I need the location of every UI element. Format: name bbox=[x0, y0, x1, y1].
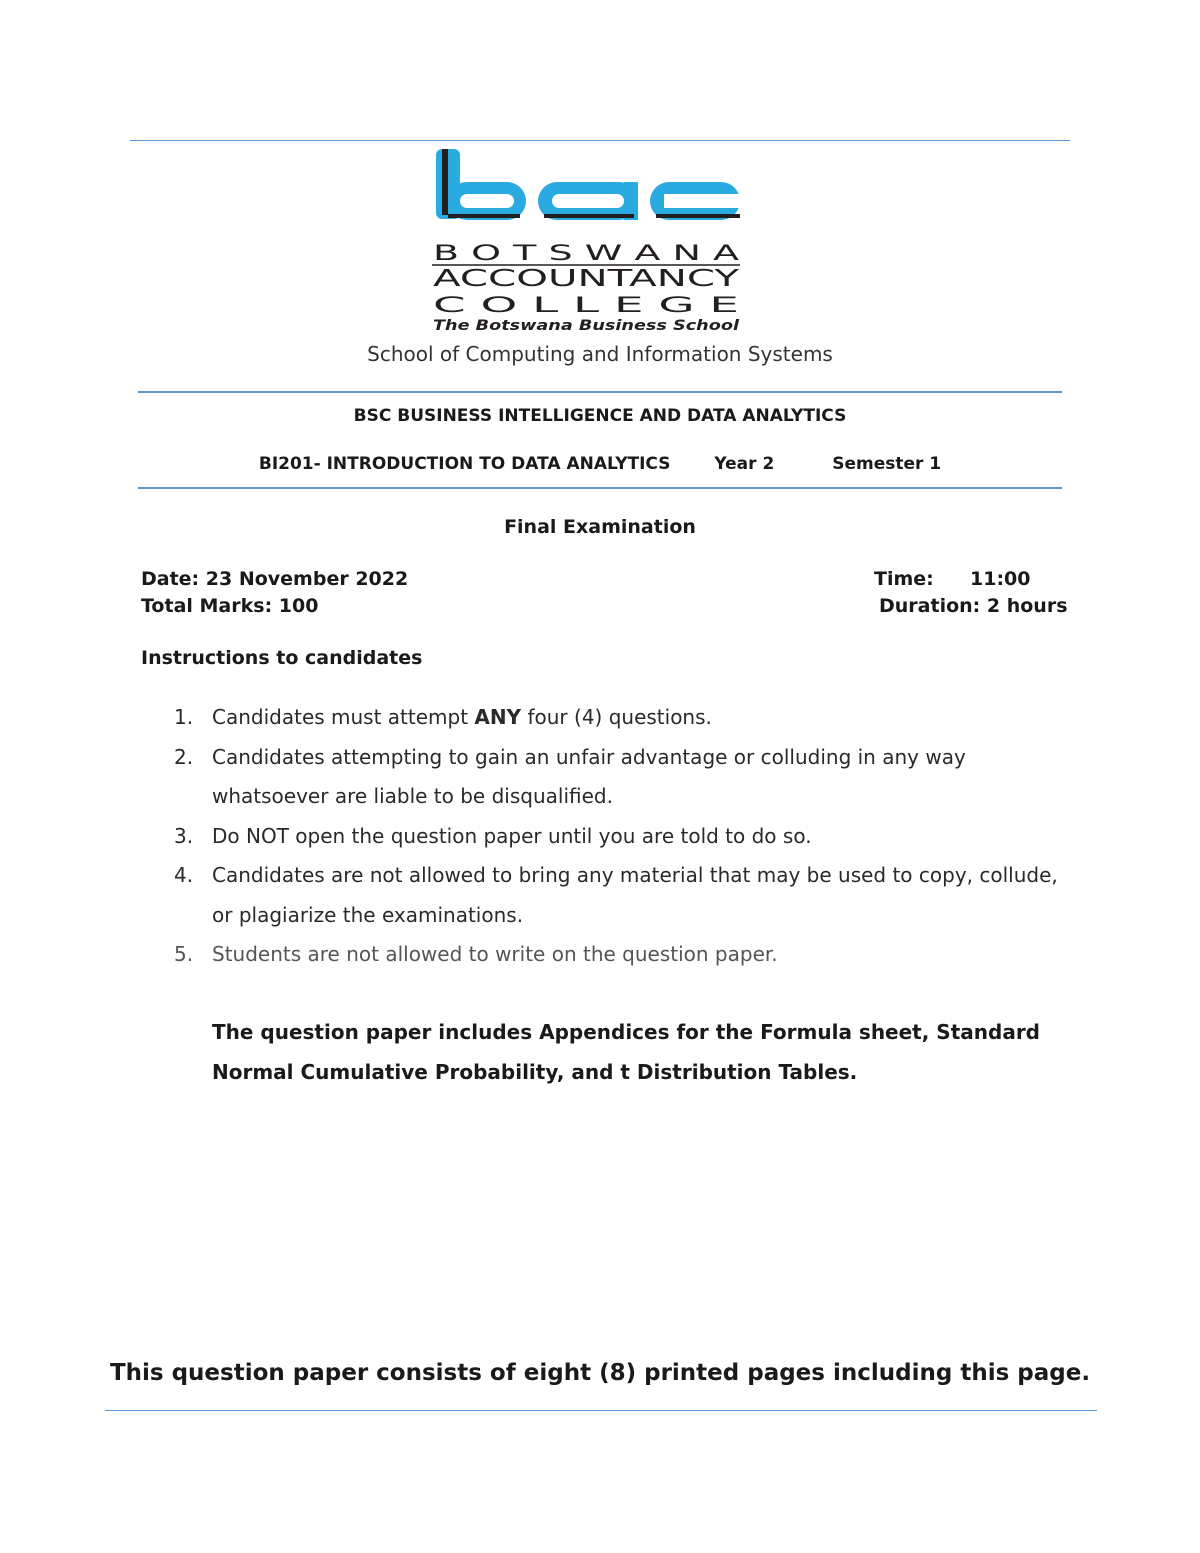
school-name: School of Computing and Information Systems bbox=[367, 342, 833, 366]
list-item bbox=[140, 935, 1080, 975]
page-count-note: This question paper consists of eight (8) printed pages including this page. bbox=[109, 1360, 1091, 1386]
programme-title: BSC BUSINESS INTELLIGENCE AND DATA ANALYTICS bbox=[353, 406, 847, 426]
list-item-text: Candidates are not allowed to bring any material that may be used to copy, collude, or plagiarize the examinations. bbox=[212, 863, 1058, 927]
time-label: Time: bbox=[874, 568, 934, 590]
logo-letter-c bbox=[650, 182, 740, 220]
list-item bbox=[140, 856, 1080, 935]
logo-line-botswana: B O T S W A N A bbox=[433, 241, 741, 265]
header-rule-top bbox=[138, 391, 1062, 393]
logo-letter-a bbox=[538, 182, 638, 220]
list-item-number: 4. bbox=[174, 863, 194, 887]
exam-title: Final Examination bbox=[504, 516, 696, 538]
list-item-text: Candidates must attempt bbox=[212, 705, 475, 729]
list-item-emphasis: ANY bbox=[474, 705, 522, 729]
logo-line-accountancy: ACCOUNTANCY bbox=[433, 266, 741, 292]
exam-date: Date: 23 November 2022 bbox=[141, 568, 409, 590]
top-rule bbox=[130, 140, 1070, 141]
list-item-number: 3. bbox=[174, 823, 194, 848]
logo-tagline: The Botswana Business School bbox=[433, 318, 740, 334]
list-item-text: Students are not allowed to write on the question paper. bbox=[212, 942, 778, 966]
list-item-number: 5. bbox=[174, 942, 194, 966]
course-line bbox=[0, 454, 1200, 474]
total-marks: Total Marks: 100 bbox=[141, 595, 319, 617]
list-item bbox=[140, 817, 1080, 857]
duration: Duration: 2 hours bbox=[879, 595, 1068, 617]
list-item-number: 2. bbox=[174, 744, 194, 769]
course-semester: Semester 1 bbox=[832, 454, 942, 474]
instructions-heading: Instructions to candidates bbox=[141, 647, 423, 669]
list-item-text: Candidates attempting to gain an unfair advantage or colluding in any way whatsoever are liable to be disqualified. bbox=[212, 744, 966, 808]
logo-line-college: C O L L E G E bbox=[433, 293, 739, 317]
header-rule-bottom bbox=[138, 487, 1062, 489]
list-item-text: Do NOT open the question paper until you are told to do so. bbox=[212, 823, 812, 848]
logo-letter-b bbox=[436, 149, 526, 220]
course-year: Year 2 bbox=[714, 454, 775, 474]
list-item-text: four (4) questions. bbox=[521, 705, 712, 729]
appendix-note: The question paper includes Appendices for the Formula sheet, Standard Normal Cumulative Probability, and t Distribution Tables. bbox=[212, 1020, 1040, 1084]
time-value: 11:00 bbox=[970, 568, 1031, 590]
instructions-list bbox=[140, 698, 1080, 975]
college-logo bbox=[428, 146, 744, 336]
list-item bbox=[140, 698, 1080, 738]
bottom-rule bbox=[105, 1410, 1097, 1411]
course-code-title: BI201- INTRODUCTION TO DATA ANALYTICS bbox=[258, 454, 671, 474]
list-item bbox=[140, 738, 1080, 817]
list-item-number: 1. bbox=[174, 705, 194, 729]
